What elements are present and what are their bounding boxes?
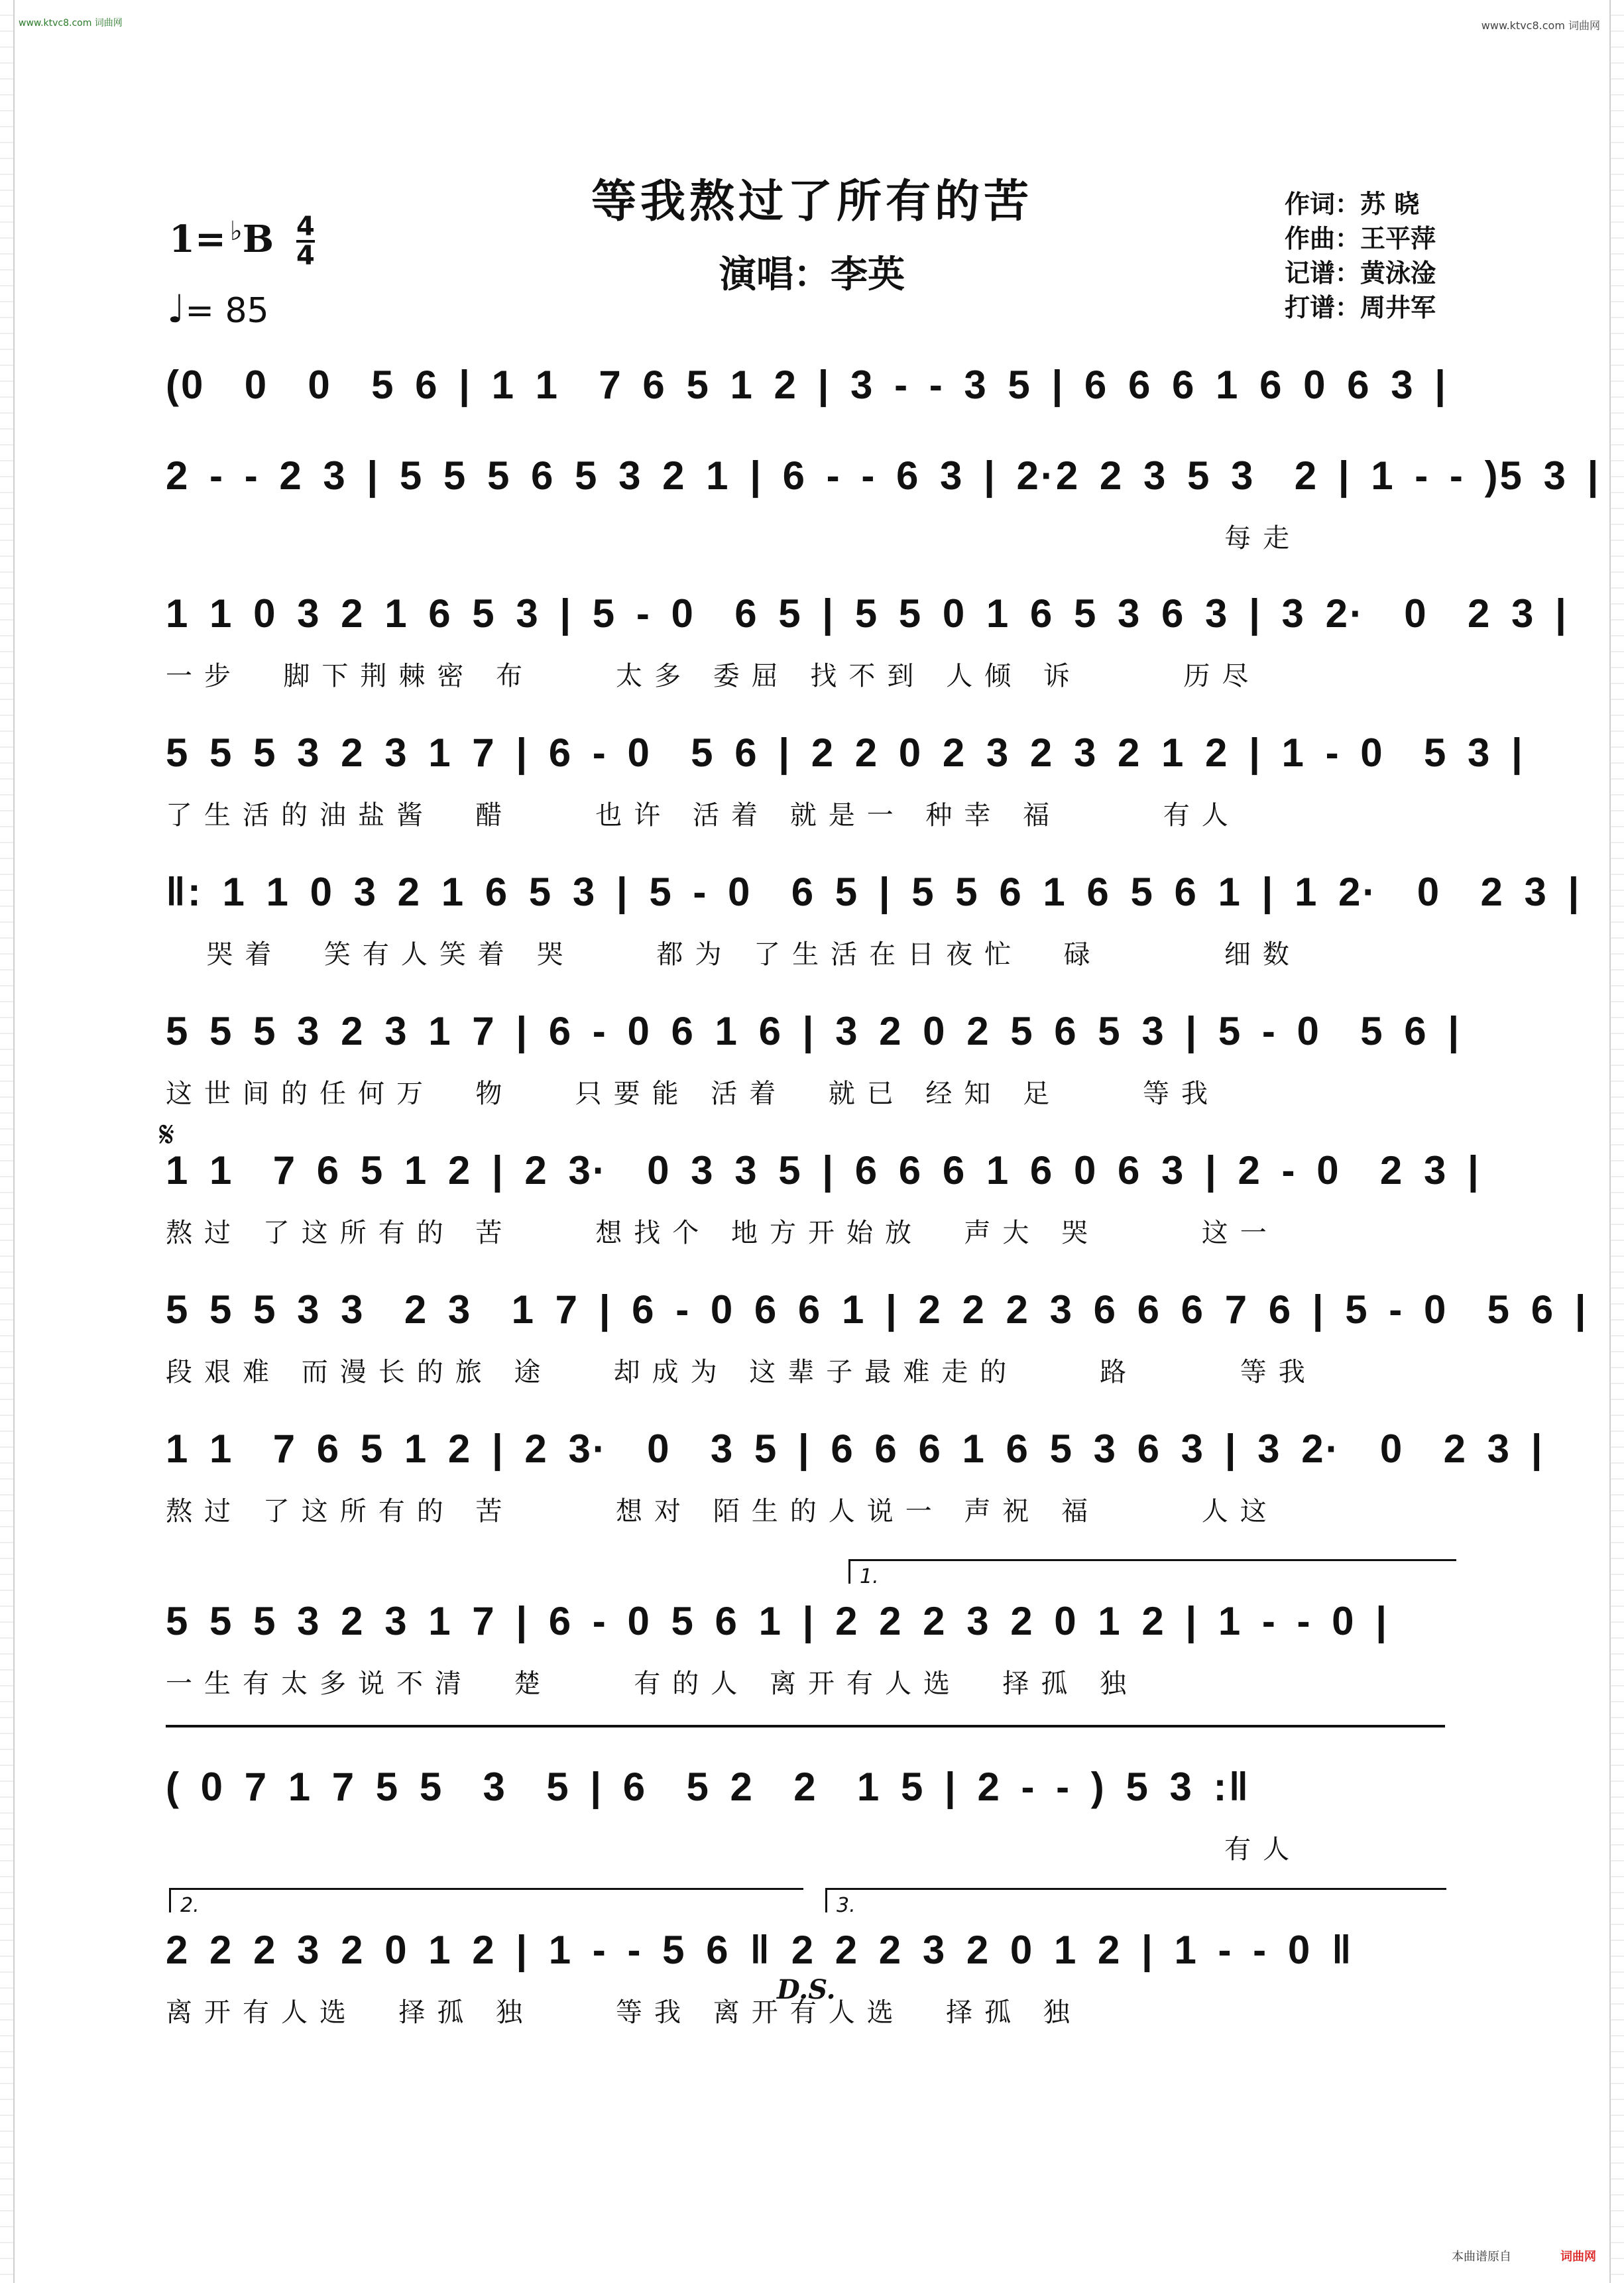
lyric-line: 段艰难 而漫长的旅 途 却成为 这辈子最难走的 路 等我 — [166, 1357, 1317, 1387]
lyric-line: 熬过 了这所有的 苦 想找个 地方开始放 声大 哭 这一 — [166, 1218, 1279, 1248]
time-signature: 4 4 — [296, 211, 315, 271]
lyric-line: 一生有太多说不清 楚 有的人 离开有人选 择孤 独 — [166, 1668, 1139, 1699]
notation-line: 1 1 0 3 2 1 6 5 3 | 5 - 0 6 5 | 5 5 0 1 6 5 3 6 3 | 3 2· 0 2 3 | — [166, 591, 1568, 636]
lyric-line: 了生活的油盐酱 醋 也许 活着 就是一 种幸 福 有人 — [166, 800, 1240, 831]
song-title: 等我熬过了所有的苦 — [591, 176, 1033, 228]
volta-3-bracket: 3. — [825, 1888, 1446, 1912]
top-left-watermark: www.ktvc8.com 词曲网 — [19, 18, 123, 29]
tempo-marking: ♩= 85 — [167, 286, 269, 331]
lyric-line: 哭着 笑有人笑着 哭 都为 了生活在日夜忙 碌 细数 — [166, 939, 1301, 970]
lyric-line: 有人 — [166, 1834, 1302, 1865]
lyric-line: 这世间的任何万 物 只要能 活着 就已 经知 足 等我 — [166, 1079, 1220, 1109]
notation-line: 5 5 5 3 2 3 1 7 | 6 - 0 6 1 6 | 3 2 0 2 5 6 5 3 | 5 - 0 5 6 | — [166, 1008, 1462, 1053]
lyric-line: 一步 脚下荆棘密 布 太多 委屈 找不到 人倾 诉 历尽 — [166, 661, 1261, 691]
top-right-site-label: www.ktvc8.com 词曲网 — [1481, 19, 1600, 32]
notation-line: ( 0 7 1 7 5 5 3 5 | 6 5 2 2 1 5 | 2 - - ) 5 3 :‖ — [166, 1764, 1251, 1809]
right-decorative-border — [1609, 0, 1624, 2283]
lyric-line: 离开有人选 择孤 独 等我 离开有人选 择孤 独 — [166, 1997, 1082, 2028]
notation-line: 1 1 7 6 5 1 2 | 2 3· 0 3 5 | 6 6 6 1 6 5 3 6 3 | 3 2· 0 2 3 | — [166, 1426, 1544, 1471]
lyric-line: 每走 — [166, 523, 1302, 554]
lyric-line: 熬过 了这所有的 苦 想对 陌生的人说一 声祝 福 人这 — [166, 1496, 1279, 1527]
credit-transcriber: 记谱：黄泳淦 — [1285, 259, 1436, 288]
segno-sign: 𝄋 — [159, 1114, 175, 1155]
notation-line: 2 2 2 3 2 0 1 2 | 1 - - 5 6 ‖ 2 2 2 3 2 0 1 2 | 1 - - 0 ‖ — [166, 1927, 1354, 1972]
section-rule — [166, 1725, 1445, 1727]
notation-line: 5 5 5 3 2 3 1 7 | 6 - 0 5 6 1 | 2 2 2 3 2 0 1 2 | 1 - - 0 | — [166, 1598, 1389, 1643]
notation-line: 5 5 5 3 2 3 1 7 | 6 - 0 5 6 | 2 2 0 2 3 2 3 2 1 2 | 1 - 0 5 3 | — [166, 730, 1525, 775]
notation-line: 1 1 7 6 5 1 2 | 2 3· 0 3 3 5 | 6 6 6 1 6 0 6 3 | 2 - 0 2 3 | — [166, 1147, 1481, 1193]
notation-line: 5 5 5 3 3 2 3 1 7 | 6 - 0 6 6 1 | 2 2 2 3 6 6 6 7 6 | 5 - 0 5 6 | — [166, 1287, 1588, 1332]
key-signature: 1= ♭B — [169, 215, 274, 261]
credit-composer: 作曲：王平萍 — [1285, 224, 1436, 253]
volta-1-bracket: 1. — [848, 1559, 1456, 1584]
volta-2-bracket: 2. — [169, 1888, 803, 1912]
credit-lyricist: 作词：苏 晓 — [1285, 190, 1420, 219]
notation-line: ‖: 1 1 0 3 2 1 6 5 3 | 5 - 0 6 5 | 5 5 6 1 6 5 6 1 | 1 2· 0 2 3 | — [166, 869, 1582, 914]
left-decorative-border — [0, 0, 15, 2283]
credits — [1285, 187, 1436, 325]
dal-segno-mark: D.S. — [777, 1974, 836, 2005]
notation-line: (0 0 0 5 6 | 1 1 7 6 5 1 2 | 3 - - 3 5 | 6 6 6 1 6 0 6 3 | — [166, 362, 1448, 407]
credit-typesetter: 打谱：周井军 — [1285, 293, 1436, 322]
notation-line: 2 - - 2 3 | 5 5 5 6 5 3 2 1 | 6 - - 6 3 | 2·2 2 3 5 3 2 | 1 - - )5 3 | — [166, 453, 1601, 498]
footer-site-logo: 词曲网 — [1560, 2250, 1596, 2264]
footer-source-label: 本曲谱原自 — [1452, 2250, 1511, 2264]
singer-line: 演唱：李英 — [719, 253, 905, 296]
